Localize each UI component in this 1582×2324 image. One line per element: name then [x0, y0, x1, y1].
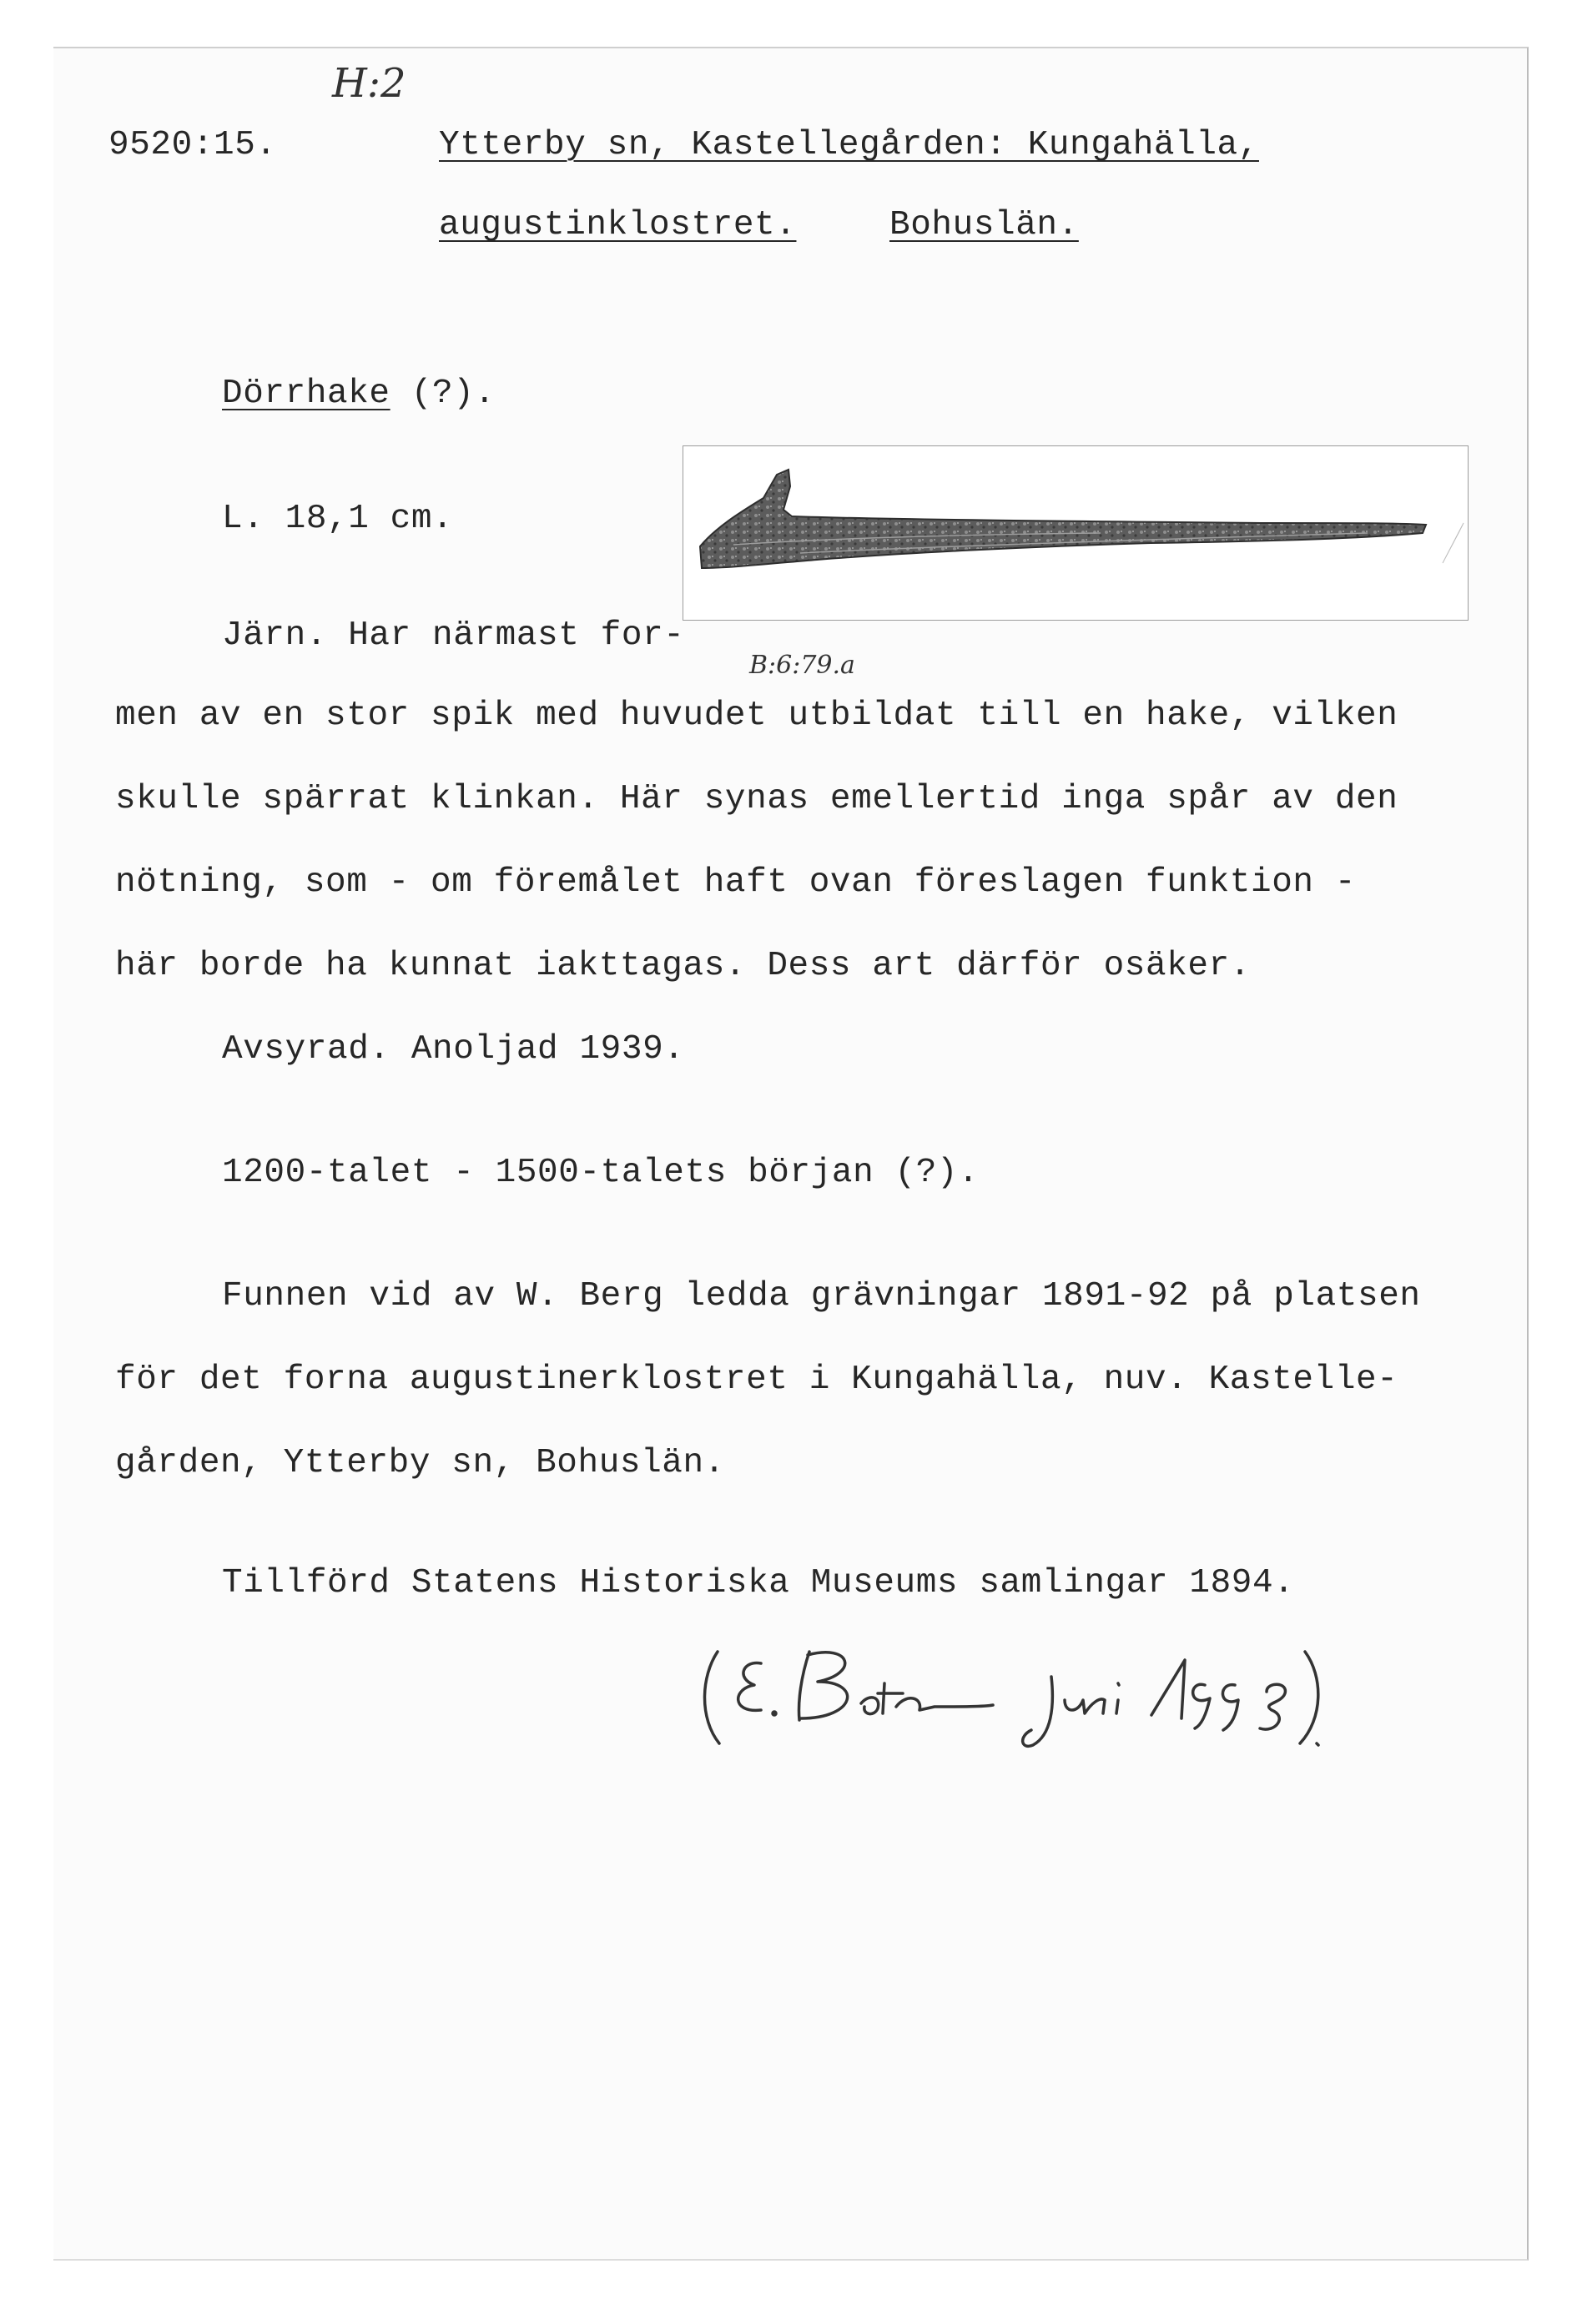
photo-label: B:6:79.a [749, 651, 855, 680]
treatment-note: Avsyrad. Anoljad 1939. [222, 1030, 685, 1069]
description-line-2: men av en stor spik med huvudet utbildat till en hake, vilken [115, 697, 1398, 735]
find-history-line-3: gården, Ytterby sn, Bohuslän. [115, 1444, 725, 1482]
signature-image [684, 1627, 1435, 1752]
signature [684, 1627, 1435, 1752]
object-name: Dörrhake [222, 375, 390, 413]
description-line-4: nötning, som - om föremålet haft ovan föreslagen funktion - [115, 863, 1357, 902]
find-history-line-1: Funnen vid av W. Berg ledda grävningar 1891-92 på platsen [222, 1277, 1421, 1315]
object-heading [222, 374, 496, 414]
handwritten-shelf-mark: H:2 [332, 60, 406, 107]
find-history-line-2: för det forna augustinerklostret i Kungahälla, nuv. Kastelle- [115, 1361, 1398, 1399]
find-location-line2: augustinklostret. [439, 206, 797, 244]
object-photo [683, 445, 1469, 621]
acquisition-note: Tillförd Statens Historiska Museums samlingar 1894. [222, 1564, 1295, 1602]
description-line-1: Järn. Har närmast for- [222, 616, 685, 655]
description-line-5: här borde ha kunnat iakttagas. Dess art därför osäker. [115, 947, 1252, 985]
description-line-3: skulle spärrat klinkan. Här synas emellertid inga spår av den [115, 780, 1398, 818]
dating: 1200-talet - 1500-talets början (?). [222, 1154, 980, 1192]
object-qualifier: (?). [390, 375, 496, 413]
find-location-line1: Ytterby sn, Kastellegården: Kungahälla, [439, 126, 1259, 164]
object-length: L. 18,1 cm. [222, 500, 454, 538]
province: Bohuslän. [889, 206, 1079, 244]
door-hook-image [683, 446, 1468, 620]
catalog-number: 9520:15. [108, 126, 277, 164]
